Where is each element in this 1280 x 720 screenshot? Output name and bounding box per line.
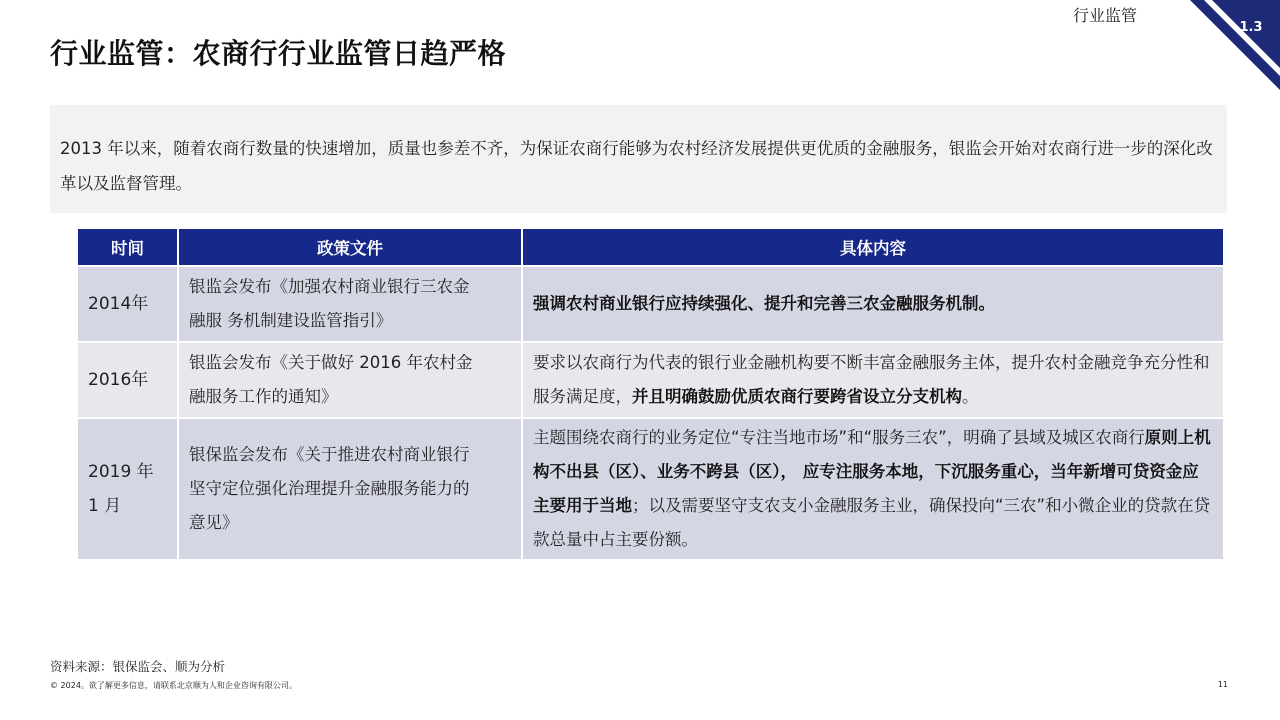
policy-line: 银监会发布《加强农村商业银行三农金 bbox=[189, 277, 470, 296]
year-line: 2014年 bbox=[88, 294, 149, 314]
page-title: 行业监管：农商行行业监管日趋严格 bbox=[50, 37, 507, 70]
content-text: ；以及需要坚守支农支小金融服务主业，确保投向“三农”和小微企业的贷款在贷款总量中占主要份额。 bbox=[533, 496, 1211, 549]
cell-content bbox=[522, 418, 1224, 560]
table-row bbox=[77, 418, 1224, 560]
policy-line: 银保监会发布《关于推进农村商业银行 bbox=[189, 445, 470, 464]
content-emphasis: 并且明确鼓励优质农商行要跨省设立分支机构 bbox=[632, 387, 962, 406]
column-header-content: 具体内容 bbox=[522, 228, 1224, 266]
year-line: 2016年 bbox=[88, 370, 149, 390]
copyright-note: © 2024。欲了解更多信息，请联系北京顺为人和企业咨询有限公司。 bbox=[50, 681, 297, 690]
corner-triangle-decoration bbox=[1190, 0, 1280, 90]
year-line: 2019 年 bbox=[88, 462, 154, 482]
cell-policy bbox=[178, 266, 522, 342]
table-header-row bbox=[77, 228, 1224, 266]
cell-year bbox=[77, 418, 178, 560]
section-number-badge: 1.3 bbox=[1239, 20, 1263, 35]
policy-line: 坚守定位强化治理提升金融服务能力的 bbox=[189, 479, 470, 498]
source-note: 资料来源：银保监会、顺为分析 bbox=[50, 659, 226, 674]
cell-year bbox=[77, 342, 178, 418]
section-label: 行业监管 bbox=[1073, 6, 1138, 25]
cell-content bbox=[522, 266, 1224, 342]
year-line: 1 月 bbox=[88, 496, 122, 516]
policy-table bbox=[76, 227, 1225, 561]
policy-line: 融服 务机制建设监管指引》 bbox=[189, 311, 393, 330]
policy-line: 意见》 bbox=[189, 513, 239, 532]
content-emphasis: 原则上机构不出县（区）、业务不跨县（区）， 应专注服务本地，下沉服务重心，当年新增可贷资金应主要用于当地 bbox=[533, 428, 1211, 515]
page-number: 11 bbox=[1217, 680, 1228, 689]
table-row bbox=[77, 266, 1224, 342]
table-row bbox=[77, 342, 1224, 418]
intro-text: 2013 年以来，随着农商行数量的快速增加，质量也参差不齐，为保证农商行能够为农村经济发展提供更优质的金融服务，银监会开始对农商行进一步的深化改革以及监督管理。 bbox=[60, 139, 1213, 193]
content-text: 主题围绕农商行的业务定位“专注当地市场”和“服务三农”，明确了县域及城区农商行 bbox=[533, 428, 1145, 447]
policy-line: 融服务工作的通知》 bbox=[189, 387, 338, 406]
column-header-time: 时间 bbox=[77, 228, 178, 266]
content-text: 。 bbox=[962, 387, 979, 406]
cell-policy bbox=[178, 418, 522, 560]
policy-line: 银监会发布《关于做好 2016 年农村金 bbox=[189, 353, 473, 372]
cell-policy bbox=[178, 342, 522, 418]
content-emphasis: 强调农村商业银行应持续强化、提升和完善三农金融服务机制。 bbox=[533, 294, 995, 313]
cell-content bbox=[522, 342, 1224, 418]
content-text: 要求以农商行为代表的银行业金融机构要不断丰富金融服务主体，提升农村金融竞争充分性和服务满足度， bbox=[533, 353, 1210, 406]
column-header-policy: 政策文件 bbox=[178, 228, 522, 266]
intro-summary-box bbox=[50, 105, 1227, 213]
cell-year bbox=[77, 266, 178, 342]
